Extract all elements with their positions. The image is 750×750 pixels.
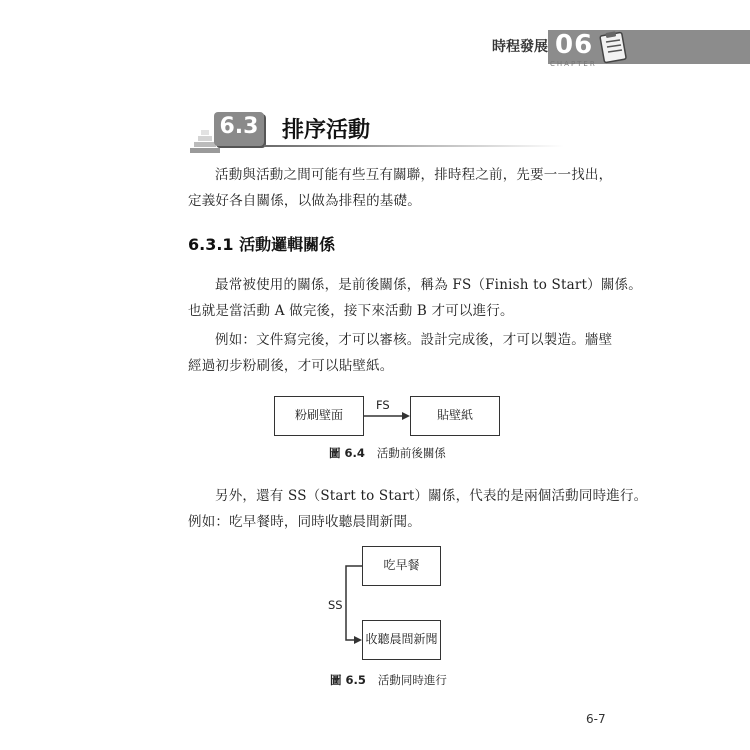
figure-6-5-caption [330,672,447,688]
activity-box-paint-wall: 粉刷壁面 [274,396,364,436]
intro-paragraph [188,162,613,214]
figure-6-4-number: 圖 6.4 [329,446,365,460]
ss-line-1: 另外，還有 SS（Start to Start）關係，代表的是兩個活動同時進行。 [215,488,648,504]
clipboard-icon [596,30,630,64]
page-number: 6-7 [586,712,606,726]
figure-6-5-title: 活動同時進行 [377,673,447,687]
section-number: 6.3 [219,114,259,139]
chapter-label: 時程發展 [492,39,548,55]
figure-6-4-caption [329,445,446,461]
ss-edge-label: SS [328,598,343,612]
ss-line-2: 例如：吃早餐時，同時收聽晨間新聞。 [188,514,421,530]
ss-connector [340,560,366,644]
fs-example-paragraph [188,327,613,379]
section-title: 排序活動 [282,118,371,143]
fs-paragraph [188,272,642,324]
figure-6-4-title: 活動前後關係 [376,446,446,460]
fs-example-line-2: 經過初步粉刷後，才可以貼壁紙。 [188,358,394,374]
chapter-word: CHAPTER [550,60,597,68]
activity-box-morning-news: 收聽晨間新聞 [362,620,441,660]
chapter-number: 06 [555,30,594,60]
fs-line-1: 最常被使用的關係，是前後關係，稱為 FS（Finish to Start）關係。 [215,277,642,293]
fs-example-line-1: 例如：文件寫完後，才可以審核。設計完成後，才可以製造。牆壁 [215,332,613,348]
section-title-underline [264,145,564,147]
intro-line-1: 活動與活動之間可能有些互有關聯，排時程之前，先要一一找出， [215,167,613,183]
fs-line-2: 也就是當活動 A 做完後，接下來活動 B 才可以進行。 [188,303,514,319]
subsection-title: 6.3.1 活動邏輯關係 [188,235,336,254]
figure-6-5-number: 圖 6.5 [330,673,366,687]
intro-line-2: 定義好各自關係，以做為排程的基礎。 [188,193,421,209]
activity-box-wallpaper: 貼壁紙 [410,396,500,436]
activity-box-breakfast: 吃早餐 [362,546,441,586]
ss-paragraph [188,483,648,535]
fs-edge-label: FS [376,398,390,412]
